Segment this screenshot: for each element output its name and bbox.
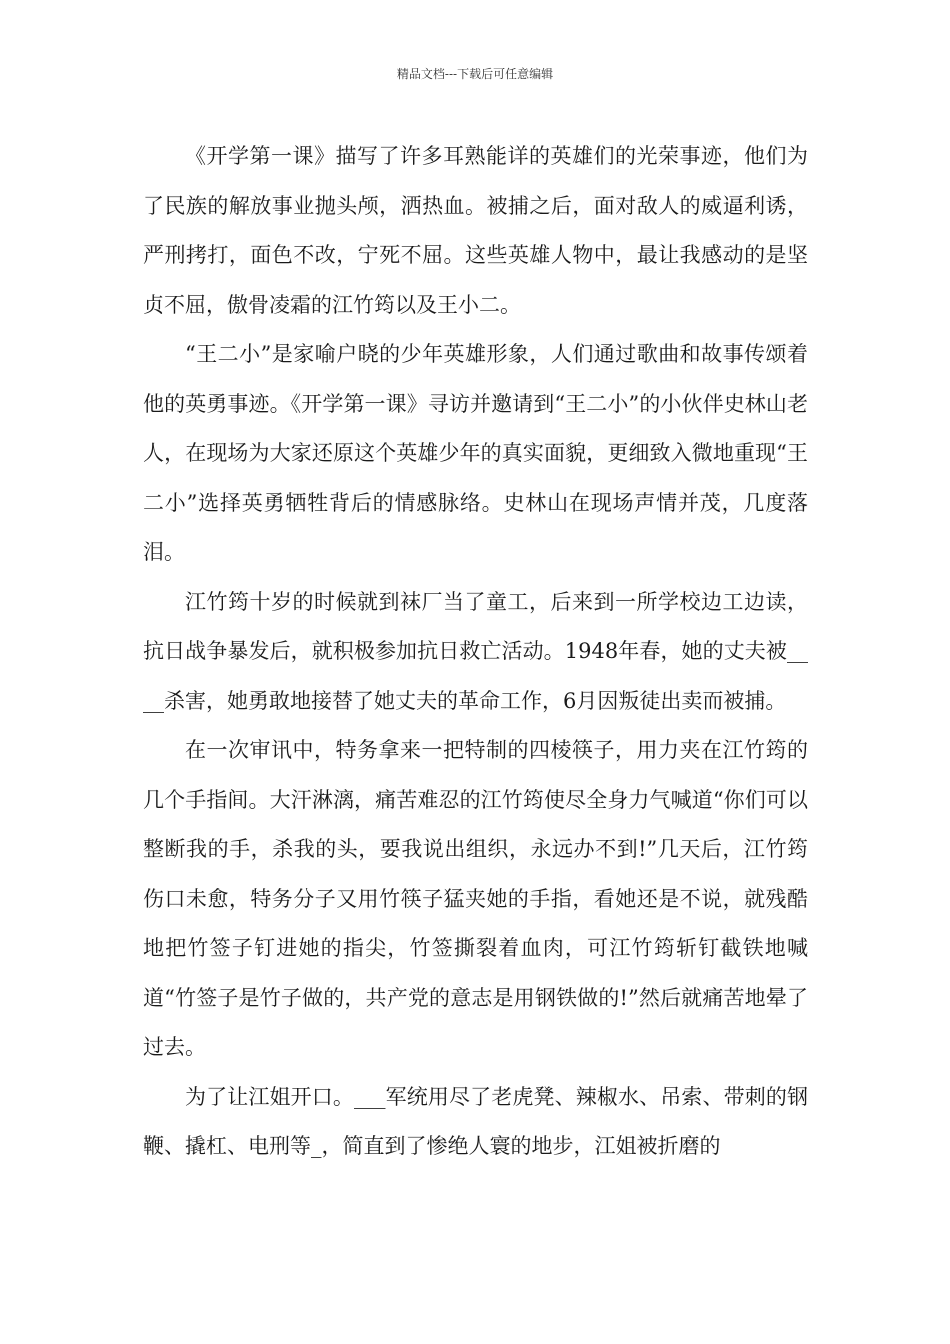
page-header: 精品文档---下载后可任意编辑 (396, 67, 554, 81)
paragraph: 在一次审讯中，特务拿来一把特制的四棱筷子，用力夹在江竹筠的几个手指间。大汗淋漓，痛苦难忍的江竹筠使尽全身力气喊道“你们可以整断我的手，杀我的头，要我说出组织，永远办不到!”几天后，江竹筠伤口未愈，特务分子又用竹筷子猛夹她的手指，看她还是不说，就残酷地把竹签子钉进她的指尖，竹签撕裂着血肉，可江竹筠斩钉截铁地喊道“竹签子是竹子做的，共产党的意志是用钢铁做的!”然后就痛苦地晕了过去。 (143, 738, 808, 1059)
paragraph: 为了让江姐开口。___军统用尽了老虎凳、辣椒水、吊索、带刺的钢鞭、撬杠、电刑等_，简直到了惨绝人寰的地步，江姐被折磨的 (143, 1084, 808, 1158)
paragraph: “王二小”是家喻户晓的少年英雄形象，人们通过歌曲和故事传颂着他的英勇事迹。《开学第一课》寻访并邀请到“王二小”的小伙伴史林山老人，在现场为大家还原这个英雄少年的真实面貌，更细致入微地重现“王二小”选择英勇牺牲背后的情感脉络。史林山在现场声情并茂，几度落泪。 (143, 342, 808, 564)
document-body (143, 132, 808, 1172)
paragraph: 江竹筠十岁的时候就到袜厂当了童工，后来到一所学校边工边读，抗日战争暴发后，就积极参加抗日救亡活动。1948年春，她的丈夫被____杀害，她勇敢地接替了她丈夫的革命工作，6月因叛徒出卖而被捕。 (143, 589, 808, 713)
paragraph: 《开学第一课》描写了许多耳熟能详的英雄们的光荣事迹，他们为了民族的解放事业抛头颅，洒热血。被捕之后，面对敌人的威逼利诱，严刑拷打，面色不改，宁死不屈。这些英雄人物中，最让我感动的是坚贞不屈，傲骨凌霜的江竹筠以及王小二。 (143, 144, 808, 317)
